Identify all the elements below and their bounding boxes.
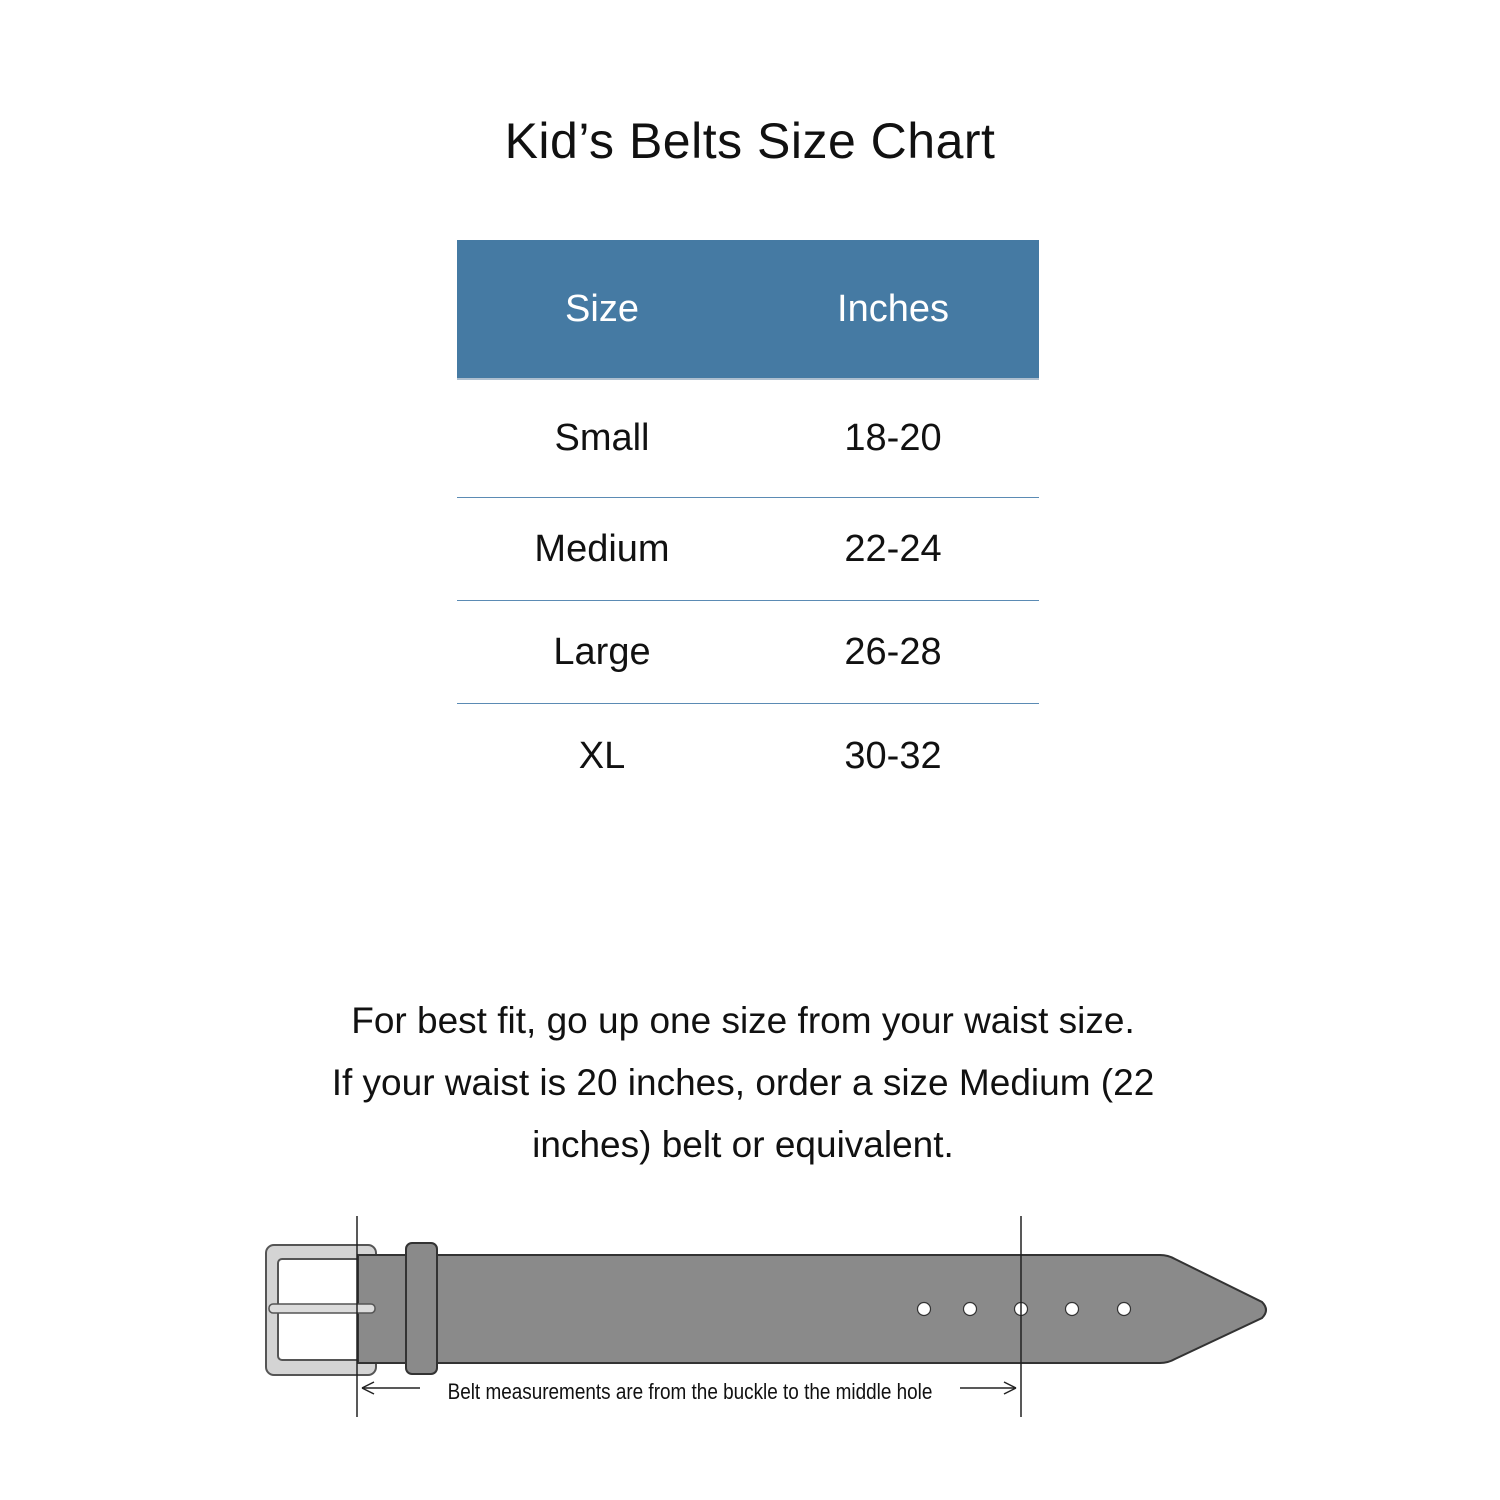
inches-cell: 30-32 (844, 734, 942, 777)
size-cell: Small (457, 379, 747, 498)
size-cell: Medium (457, 498, 747, 601)
fit-advice-line: inches) belt or equivalent. (532, 1124, 954, 1165)
belt-measurement-caption: Belt measurements are from the buckle to the middle hole (447, 1379, 933, 1404)
size-cell: Large (457, 601, 747, 704)
belt-keeper-icon (406, 1243, 437, 1374)
inches-cell: 22-24 (747, 498, 1039, 601)
column-header-inches: Inches (747, 240, 1039, 379)
page-title: Kid’s Belts Size Chart (504, 113, 996, 169)
table-row (457, 601, 1039, 704)
column-header-size: Size (457, 240, 747, 379)
fit-advice-line: For best fit, go up one size from your waist size. (351, 1000, 1135, 1041)
size-cell: XL (578, 734, 626, 777)
table-row (457, 379, 1039, 498)
buckle-prong-icon (269, 1304, 375, 1313)
belt-hole (1066, 1303, 1079, 1316)
table-row (457, 498, 1039, 601)
table-row (457, 704, 1039, 809)
inches-cell: 26-28 (747, 601, 1039, 704)
belt-hole (964, 1303, 977, 1316)
belt-hole (918, 1303, 931, 1316)
belt-hole (1118, 1303, 1131, 1316)
table-header-row (457, 240, 1039, 379)
size-chart-table (457, 240, 1039, 808)
inches-cell: 18-20 (747, 379, 1039, 498)
fit-advice (250, 990, 1236, 1176)
fit-advice-line: If your waist is 20 inches, order a size Medium (22 (331, 1062, 1155, 1103)
